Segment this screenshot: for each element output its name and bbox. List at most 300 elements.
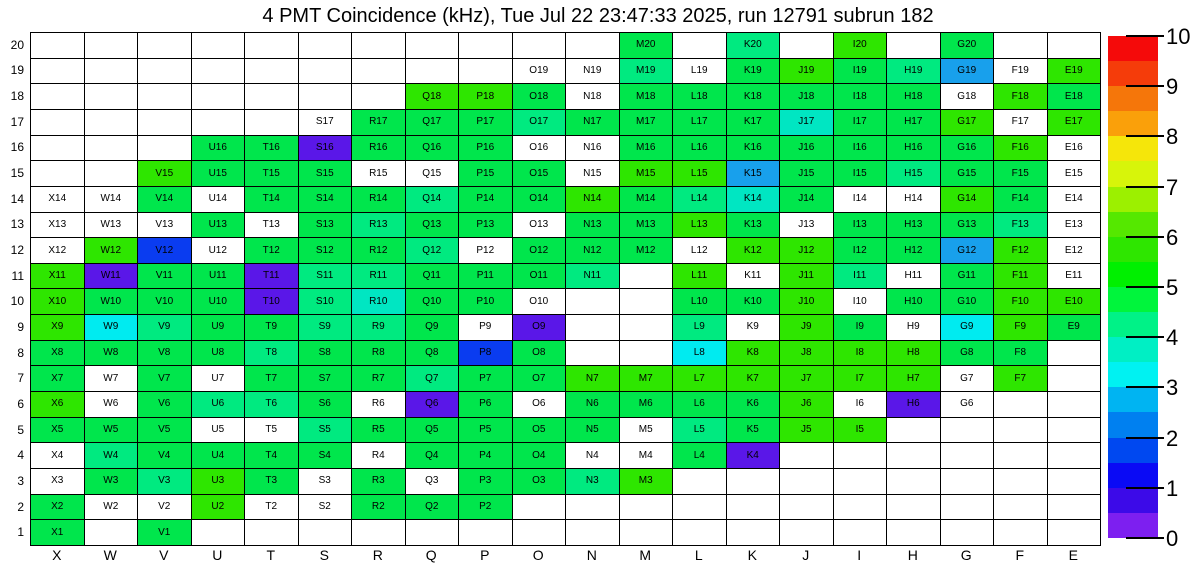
heatmap-cell-label: V9 bbox=[158, 321, 171, 333]
heatmap-cell-label: U2 bbox=[211, 501, 225, 513]
heatmap-cell-label: U9 bbox=[211, 321, 225, 333]
heatmap-cell-label: O16 bbox=[529, 141, 549, 153]
heatmap-cell-label: P3 bbox=[479, 475, 492, 487]
heatmap-cell-label: L14 bbox=[690, 193, 708, 205]
heatmap-cell bbox=[138, 289, 192, 315]
heatmap-cell-label: J11 bbox=[798, 270, 814, 282]
x-axis-label: R bbox=[372, 547, 383, 563]
heatmap-cell bbox=[513, 187, 567, 213]
heatmap-cell-label: F15 bbox=[1011, 167, 1029, 179]
heatmap-cell bbox=[138, 443, 192, 469]
colorbar-band bbox=[1108, 362, 1158, 387]
heatmap-cell bbox=[994, 418, 1048, 444]
heatmap-cell bbox=[941, 33, 995, 59]
heatmap-cell bbox=[1048, 418, 1102, 444]
heatmap-cell-label: W3 bbox=[103, 475, 119, 487]
heatmap-cell bbox=[192, 341, 246, 367]
heatmap-cell bbox=[459, 289, 513, 315]
heatmap-cell bbox=[994, 110, 1048, 136]
heatmap-cell-label: Q4 bbox=[425, 449, 439, 461]
heatmap-cell bbox=[941, 289, 995, 315]
y-axis-label: 16 bbox=[10, 140, 24, 155]
heatmap-cell-label: R12 bbox=[369, 244, 388, 256]
heatmap-cell bbox=[887, 443, 941, 469]
heatmap-cell-label: W6 bbox=[103, 398, 119, 410]
heatmap-cell-label: H16 bbox=[904, 141, 923, 153]
heatmap-cell bbox=[85, 213, 139, 239]
heatmap-cell-label: P8 bbox=[479, 347, 492, 359]
heatmap-cell bbox=[887, 341, 941, 367]
heatmap-cell bbox=[780, 315, 834, 341]
colorbar-tick bbox=[1126, 35, 1164, 37]
colorbar-tick bbox=[1126, 135, 1164, 137]
y-axis-label: 19 bbox=[10, 63, 24, 78]
heatmap-cell bbox=[727, 289, 781, 315]
heatmap-cell bbox=[352, 59, 406, 85]
heatmap-cell bbox=[192, 418, 246, 444]
heatmap-cell bbox=[834, 238, 888, 264]
heatmap-cell bbox=[85, 33, 139, 59]
heatmap-cell-label: O12 bbox=[529, 244, 549, 256]
heatmap-cell-label: T12 bbox=[262, 244, 280, 256]
heatmap-cell-label: V1 bbox=[158, 526, 171, 538]
heatmap-cell bbox=[1048, 289, 1102, 315]
heatmap-cell-label: N7 bbox=[585, 372, 599, 384]
heatmap-cell-label: Q15 bbox=[422, 167, 442, 179]
heatmap-cell bbox=[941, 341, 995, 367]
heatmap-cell-label: X12 bbox=[48, 244, 67, 256]
heatmap-cell bbox=[941, 520, 995, 546]
heatmap-cell bbox=[299, 264, 353, 290]
heatmap-cell bbox=[352, 110, 406, 136]
heatmap-cell-label: O10 bbox=[529, 295, 549, 307]
heatmap-cell bbox=[459, 136, 513, 162]
heatmap-cell bbox=[834, 469, 888, 495]
heatmap-cell-label: G12 bbox=[957, 244, 977, 256]
heatmap-cell bbox=[887, 187, 941, 213]
heatmap-cell bbox=[138, 495, 192, 521]
heatmap-cell bbox=[566, 187, 620, 213]
heatmap-cell bbox=[673, 136, 727, 162]
heatmap-cell bbox=[352, 187, 406, 213]
colorbar-tick-label: 2 bbox=[1166, 425, 1179, 451]
x-axis-label: F bbox=[1015, 547, 1025, 563]
heatmap-cell bbox=[566, 366, 620, 392]
heatmap-cell bbox=[299, 366, 353, 392]
heatmap-cell bbox=[459, 469, 513, 495]
heatmap-cell bbox=[406, 495, 460, 521]
heatmap-cell-label: J12 bbox=[798, 244, 815, 256]
heatmap-cell-label: T16 bbox=[262, 141, 280, 153]
heatmap-cell bbox=[513, 469, 567, 495]
heatmap-cell bbox=[245, 495, 299, 521]
heatmap-cell bbox=[834, 418, 888, 444]
heatmap-cell-label: T7 bbox=[265, 372, 278, 384]
heatmap-cell bbox=[673, 59, 727, 85]
heatmap-cell bbox=[192, 33, 246, 59]
heatmap-cell bbox=[245, 161, 299, 187]
heatmap-cell bbox=[192, 238, 246, 264]
colorbar-tick bbox=[1126, 286, 1164, 288]
heatmap-cell bbox=[138, 84, 192, 110]
heatmap-cell bbox=[513, 495, 567, 521]
heatmap-cell bbox=[566, 161, 620, 187]
heatmap-cell-label: V4 bbox=[158, 449, 171, 461]
heatmap-cell-label: G18 bbox=[957, 90, 977, 102]
heatmap-cell-label: N4 bbox=[585, 449, 599, 461]
heatmap-cell bbox=[192, 520, 246, 546]
heatmap-cell bbox=[406, 366, 460, 392]
heatmap-cell-label: S15 bbox=[315, 167, 334, 179]
heatmap-cell-label: P10 bbox=[476, 295, 495, 307]
heatmap-cell bbox=[780, 341, 834, 367]
heatmap-cell bbox=[566, 136, 620, 162]
heatmap-cell bbox=[566, 520, 620, 546]
heatmap-cell bbox=[727, 213, 781, 239]
heatmap-cell bbox=[727, 469, 781, 495]
heatmap-cell-label: P4 bbox=[479, 449, 492, 461]
heatmap-cell bbox=[406, 418, 460, 444]
heatmap-cell bbox=[138, 161, 192, 187]
heatmap-cell bbox=[887, 136, 941, 162]
heatmap-cell-label: W9 bbox=[103, 321, 119, 333]
heatmap-cell bbox=[566, 33, 620, 59]
heatmap-cell bbox=[245, 520, 299, 546]
heatmap-cell-label: W2 bbox=[103, 501, 119, 513]
heatmap-cell bbox=[887, 110, 941, 136]
heatmap-cell bbox=[406, 161, 460, 187]
heatmap-cell bbox=[192, 392, 246, 418]
heatmap-cell bbox=[192, 187, 246, 213]
heatmap-cell-label: J18 bbox=[798, 90, 815, 102]
heatmap-cell bbox=[620, 238, 674, 264]
heatmap-cell bbox=[1048, 469, 1102, 495]
heatmap-cell bbox=[85, 136, 139, 162]
heatmap-cell-label: E10 bbox=[1064, 295, 1083, 307]
heatmap-cell bbox=[459, 264, 513, 290]
heatmap-cell-label: M12 bbox=[636, 244, 656, 256]
heatmap-cell bbox=[406, 289, 460, 315]
heatmap-cell-label: F19 bbox=[1011, 64, 1029, 76]
heatmap-cell-label: H18 bbox=[904, 90, 923, 102]
heatmap-cell bbox=[513, 238, 567, 264]
heatmap-cell bbox=[673, 443, 727, 469]
heatmap-cell-label: E18 bbox=[1064, 90, 1083, 102]
heatmap-cell-label: O13 bbox=[529, 218, 549, 230]
heatmap-cell bbox=[245, 264, 299, 290]
heatmap-cell bbox=[352, 469, 406, 495]
heatmap-cell-label: U4 bbox=[211, 449, 225, 461]
heatmap-cell bbox=[85, 469, 139, 495]
y-axis-label: 6 bbox=[17, 397, 24, 412]
heatmap-cell bbox=[887, 315, 941, 341]
heatmap-cell bbox=[513, 161, 567, 187]
y-axis-label: 7 bbox=[17, 371, 24, 386]
heatmap-cell-label: L16 bbox=[690, 141, 708, 153]
y-axis-label: 20 bbox=[10, 37, 24, 52]
heatmap-cell-label: S5 bbox=[318, 424, 331, 436]
heatmap-cell bbox=[887, 289, 941, 315]
heatmap-cell-label: S7 bbox=[318, 372, 331, 384]
heatmap-cell bbox=[941, 213, 995, 239]
heatmap-cell-label: V15 bbox=[155, 167, 174, 179]
colorbar-tick bbox=[1126, 386, 1164, 388]
colorbar-tick-label: 3 bbox=[1166, 375, 1179, 401]
heatmap-cell-label: T13 bbox=[262, 218, 280, 230]
heatmap-cell-label: F12 bbox=[1011, 244, 1029, 256]
heatmap-cell bbox=[299, 289, 353, 315]
heatmap-cell bbox=[192, 213, 246, 239]
heatmap-cell bbox=[138, 366, 192, 392]
heatmap-cell bbox=[834, 495, 888, 521]
heatmap-cell bbox=[887, 366, 941, 392]
heatmap-cell bbox=[31, 59, 85, 85]
heatmap-cell-label: F17 bbox=[1011, 116, 1029, 128]
heatmap-cell-label: J9 bbox=[800, 321, 812, 333]
heatmap-cell bbox=[620, 59, 674, 85]
heatmap-cell-label: W8 bbox=[103, 347, 119, 359]
heatmap-cell bbox=[299, 161, 353, 187]
heatmap-cell bbox=[85, 59, 139, 85]
heatmap-cell-label: H14 bbox=[904, 193, 923, 205]
heatmap-cell-label: E13 bbox=[1064, 218, 1083, 230]
heatmap-cell bbox=[245, 59, 299, 85]
heatmap-cell-label: V5 bbox=[158, 424, 171, 436]
heatmap-cell bbox=[31, 366, 85, 392]
heatmap-cell bbox=[566, 315, 620, 341]
heatmap-cell bbox=[620, 418, 674, 444]
heatmap-cell bbox=[245, 315, 299, 341]
heatmap-cell-label: U16 bbox=[208, 141, 227, 153]
y-axis-label: 17 bbox=[10, 114, 24, 129]
y-axis-label: 18 bbox=[10, 89, 24, 104]
heatmap-cell-label: X1 bbox=[51, 526, 64, 538]
heatmap-cell-label: G11 bbox=[957, 270, 976, 282]
heatmap-cell bbox=[459, 418, 513, 444]
heatmap-cell bbox=[245, 289, 299, 315]
heatmap-cell-label: H10 bbox=[904, 295, 923, 307]
colorbar-band bbox=[1108, 237, 1158, 262]
heatmap-cell-label: U6 bbox=[211, 398, 225, 410]
heatmap-cell bbox=[513, 341, 567, 367]
heatmap-cell-label: R6 bbox=[371, 398, 385, 410]
heatmap-cell-label: Q13 bbox=[422, 218, 442, 230]
heatmap-cell bbox=[566, 289, 620, 315]
heatmap-cell-label: I5 bbox=[855, 424, 864, 436]
heatmap-cell-label: M6 bbox=[638, 398, 653, 410]
heatmap-cell bbox=[994, 238, 1048, 264]
heatmap-cell-label: Q14 bbox=[422, 193, 442, 205]
colorbar-band bbox=[1108, 488, 1158, 513]
heatmap-cell-label: E12 bbox=[1064, 244, 1083, 256]
heatmap-cell bbox=[406, 213, 460, 239]
x-axis-label: U bbox=[212, 547, 223, 563]
heatmap-cell-label: M16 bbox=[636, 141, 656, 153]
heatmap-cell bbox=[780, 392, 834, 418]
heatmap-cell-label: H17 bbox=[904, 116, 923, 128]
heatmap-cell bbox=[299, 315, 353, 341]
heatmap-cell-label: G17 bbox=[957, 116, 977, 128]
heatmap-cell-label: K15 bbox=[743, 167, 762, 179]
heatmap-cell bbox=[994, 443, 1048, 469]
x-axis-label: W bbox=[103, 547, 117, 563]
x-axis-label: H bbox=[907, 547, 918, 563]
heatmap-cell-label: S10 bbox=[315, 295, 334, 307]
heatmap-cell-label: R10 bbox=[369, 295, 388, 307]
heatmap-cell bbox=[459, 366, 513, 392]
heatmap-cell-label: K20 bbox=[743, 39, 762, 51]
heatmap-cell bbox=[1048, 392, 1102, 418]
heatmap-cell bbox=[780, 495, 834, 521]
heatmap-cell bbox=[299, 469, 353, 495]
heatmap-cell-label: Q7 bbox=[425, 372, 439, 384]
heatmap-cell-label: K19 bbox=[743, 64, 762, 76]
heatmap-cell-label: T14 bbox=[262, 193, 280, 205]
heatmap-cell-label: F9 bbox=[1014, 321, 1027, 333]
heatmap-cell-label: F7 bbox=[1014, 372, 1027, 384]
heatmap-cell bbox=[673, 366, 727, 392]
heatmap-cell-label: U11 bbox=[208, 270, 227, 282]
heatmap-cell-label: O8 bbox=[532, 347, 546, 359]
heatmap-cell-label: M7 bbox=[638, 372, 653, 384]
heatmap-cell-label: K12 bbox=[743, 244, 762, 256]
heatmap-cell bbox=[620, 33, 674, 59]
heatmap-cell-label: R3 bbox=[371, 475, 385, 487]
heatmap-cell bbox=[299, 84, 353, 110]
heatmap-cell-label: W10 bbox=[100, 295, 122, 307]
heatmap-cell-label: H13 bbox=[904, 218, 923, 230]
heatmap-cell bbox=[834, 264, 888, 290]
heatmap-cell bbox=[513, 136, 567, 162]
heatmap-cell bbox=[941, 59, 995, 85]
heatmap-cell bbox=[941, 418, 995, 444]
x-axis-label: P bbox=[480, 547, 490, 563]
chart-title: 4 PMT Coincidence (kHz), Tue Jul 22 23:47:33 2025, run 12791 subrun 182 bbox=[262, 5, 934, 27]
heatmap-cell-label: I7 bbox=[855, 372, 864, 384]
heatmap-cell-label: J8 bbox=[800, 347, 812, 359]
heatmap-cell bbox=[727, 110, 781, 136]
heatmap-cell-label: R15 bbox=[369, 167, 388, 179]
heatmap-cell bbox=[780, 520, 834, 546]
y-axis-label: 2 bbox=[17, 499, 24, 514]
heatmap-cell bbox=[673, 33, 727, 59]
heatmap-cell-label: T15 bbox=[262, 167, 280, 179]
heatmap-cell bbox=[459, 238, 513, 264]
heatmap-cell-label: L6 bbox=[693, 398, 705, 410]
heatmap-cell-label: O7 bbox=[532, 372, 546, 384]
heatmap-cell-label: O6 bbox=[532, 398, 546, 410]
heatmap-cell-label: Q2 bbox=[425, 501, 439, 513]
heatmap-cell bbox=[31, 238, 85, 264]
colorbar-tick-label: 8 bbox=[1166, 124, 1179, 150]
heatmap-cell-label: U13 bbox=[208, 218, 227, 230]
heatmap-cell-label: H7 bbox=[906, 372, 920, 384]
heatmap-cell bbox=[138, 469, 192, 495]
heatmap-cell-label: N19 bbox=[583, 64, 602, 76]
heatmap-cell bbox=[31, 161, 85, 187]
heatmap-cell bbox=[887, 418, 941, 444]
heatmap-cell-label: U15 bbox=[208, 167, 227, 179]
heatmap-cell-label: N13 bbox=[583, 218, 602, 230]
heatmap-cell bbox=[566, 59, 620, 85]
heatmap-cell bbox=[834, 443, 888, 469]
heatmap-cell-label: K6 bbox=[746, 398, 759, 410]
heatmap-cell bbox=[994, 392, 1048, 418]
heatmap-cell bbox=[352, 392, 406, 418]
heatmap-cell-label: U3 bbox=[211, 475, 225, 487]
heatmap-cell bbox=[566, 213, 620, 239]
heatmap-cell bbox=[834, 161, 888, 187]
heatmap-cell-label: P12 bbox=[476, 244, 495, 256]
heatmap-cell-label: H6 bbox=[906, 398, 920, 410]
heatmap-cell bbox=[406, 264, 460, 290]
colorbar-band bbox=[1108, 111, 1158, 136]
heatmap-cell-label: O15 bbox=[529, 167, 549, 179]
y-axis-label: 14 bbox=[10, 191, 24, 206]
heatmap-cell bbox=[192, 289, 246, 315]
heatmap-cell-label: L9 bbox=[693, 321, 705, 333]
heatmap-cell-label: I12 bbox=[852, 244, 867, 256]
y-axis-label: 8 bbox=[17, 345, 24, 360]
heatmap-cell-label: E14 bbox=[1064, 193, 1083, 205]
heatmap-cell bbox=[727, 520, 781, 546]
heatmap-cell bbox=[406, 315, 460, 341]
heatmap-cell bbox=[887, 213, 941, 239]
heatmap-cell-label: I20 bbox=[852, 39, 867, 51]
heatmap-cell-label: V7 bbox=[158, 372, 171, 384]
heatmap-cell bbox=[994, 33, 1048, 59]
heatmap-cell bbox=[941, 161, 995, 187]
heatmap-cell bbox=[192, 443, 246, 469]
heatmap-cell-label: O17 bbox=[529, 116, 549, 128]
heatmap-cell-label: R8 bbox=[371, 347, 385, 359]
heatmap-cell-label: R5 bbox=[371, 424, 385, 436]
heatmap-cell bbox=[31, 392, 85, 418]
heatmap-cell bbox=[138, 110, 192, 136]
heatmap-cell-label: E15 bbox=[1064, 167, 1083, 179]
heatmap-cell-label: W4 bbox=[103, 449, 119, 461]
heatmap-cell-label: J5 bbox=[800, 424, 812, 436]
heatmap-cell bbox=[1048, 213, 1102, 239]
heatmap-cell-label: K5 bbox=[746, 424, 759, 436]
heatmap-cell bbox=[352, 136, 406, 162]
heatmap-cell-label: E11 bbox=[1065, 270, 1083, 282]
heatmap-cell bbox=[352, 341, 406, 367]
heatmap-cell bbox=[780, 84, 834, 110]
heatmap-cell-label: T4 bbox=[265, 449, 278, 461]
heatmap-cell-label: I16 bbox=[852, 141, 867, 153]
heatmap-cell-label: G8 bbox=[960, 347, 974, 359]
heatmap-cell bbox=[1048, 136, 1102, 162]
heatmap-cell-label: X14 bbox=[48, 193, 67, 205]
heatmap-cell-label: X7 bbox=[51, 372, 64, 384]
heatmap-cell bbox=[620, 110, 674, 136]
heatmap-cell-label: I6 bbox=[855, 398, 864, 410]
heatmap-cell-label: N15 bbox=[583, 167, 602, 179]
x-axis-label: M bbox=[639, 547, 652, 563]
heatmap-cell-label: V12 bbox=[155, 244, 174, 256]
heatmap-cell bbox=[245, 213, 299, 239]
heatmap-cell bbox=[299, 33, 353, 59]
heatmap-cell bbox=[673, 84, 727, 110]
heatmap-cell bbox=[459, 392, 513, 418]
heatmap-cell-label: S9 bbox=[318, 321, 331, 333]
heatmap-cell bbox=[1048, 161, 1102, 187]
heatmap-cell bbox=[406, 238, 460, 264]
heatmap-cell bbox=[513, 110, 567, 136]
heatmap-cell-label: U12 bbox=[208, 244, 227, 256]
heatmap-cell-label: R2 bbox=[371, 501, 385, 513]
